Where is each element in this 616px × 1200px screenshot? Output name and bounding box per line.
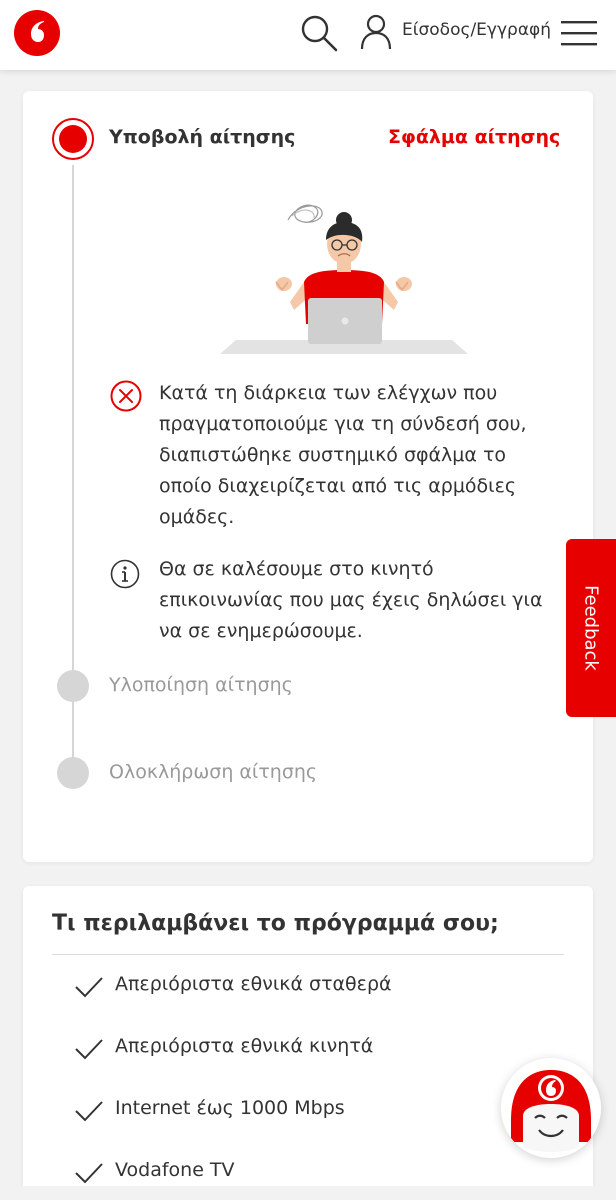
check-icon: [74, 1161, 104, 1185]
feature-label: Vodafone TV: [115, 1159, 235, 1181]
error-message: Κατά τη διάρκεια των ελέγχων που πραγματοποιούμε για τη σύνδεσή σου, διαπιστώθηκε συστημικό σφάλμα το οποίο διαχειρίζεται από τις αρμόδιες ομάδες.: [159, 382, 527, 528]
error-status-label: Σφάλμα αίτησης: [388, 126, 561, 148]
feature-label: Απεριόριστα εθνικά σταθερά: [115, 973, 392, 995]
check-icon: [74, 1037, 104, 1061]
login-register-link[interactable]: Είσοδος/Εγγραφή: [402, 20, 552, 40]
step-completion-label: Ολοκλήρωση αίτησης: [109, 761, 318, 783]
feedback-label: Feedback: [580, 585, 602, 671]
feedback-button[interactable]: [566, 539, 616, 717]
vodafone-logo[interactable]: [14, 10, 60, 56]
step-active-indicator: [52, 118, 94, 160]
check-icon: [74, 1099, 104, 1123]
step-submission-label: Υποβολή αίτησης: [109, 126, 296, 148]
feature-label: Internet έως 1000 Mbps: [115, 1097, 345, 1119]
chatbot-button[interactable]: [501, 1058, 601, 1158]
info-message: Θα σε καλέσουμε στο κινητό επικοινωνίας που μας έχεις δηλώσει για να σε ενημερώσουμε.: [159, 558, 543, 642]
info-icon: [110, 559, 140, 589]
chatbot-avatar-icon: [501, 1058, 601, 1158]
step-implementation-label: Υλοποίηση αίτησης: [109, 674, 293, 696]
feature-label: Απεριόριστα εθνικά κινητά: [115, 1035, 374, 1057]
step-implementation-indicator: [57, 670, 89, 702]
user-icon[interactable]: [360, 14, 392, 50]
check-icon: [74, 975, 104, 999]
bottom-edge: [0, 1186, 616, 1200]
menu-icon[interactable]: [561, 20, 597, 46]
divider: [52, 954, 564, 955]
step-completion-indicator: [57, 757, 89, 789]
plan-heading: Τι περιλαμβάνει το πρόγραμμά σου;: [52, 911, 499, 936]
error-icon: [110, 380, 142, 412]
confused-person-illustration: [216, 190, 472, 360]
speech-mark-icon: [30, 19, 46, 43]
top-header: [0, 0, 616, 70]
search-icon[interactable]: [300, 14, 338, 52]
